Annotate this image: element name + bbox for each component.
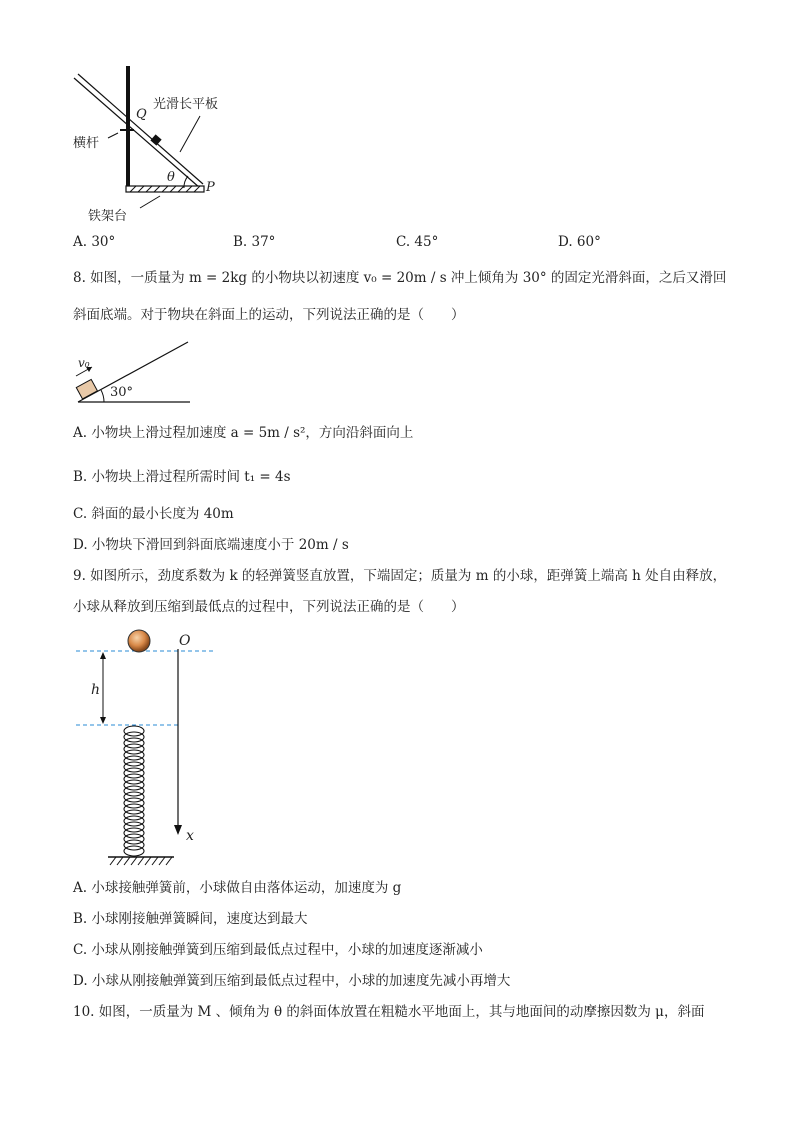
q9-stem-line1: 9. 如图所示，劲度系数为 k 的轻弹簧竖直放置，下端固定；质量为 m 的小球，距弹簧上端高 h 处自由释放，: [73, 568, 727, 584]
q7-option-a: A. 30°: [73, 234, 116, 250]
q8-stem-line2: 斜面底端。对于物块在斜面上的运动，下列说法正确的是（ ）: [73, 307, 465, 323]
figure-spring: [70, 625, 230, 870]
label-x: x: [186, 828, 194, 844]
q9-option-d: D. 小球从刚接触弹簧到压缩到最低点过程中，小球的加速度先减小再增大: [73, 973, 511, 989]
q9-option-c: C. 小球从刚接触弹簧到压缩到最低点过程中，小球的加速度逐渐减小: [73, 942, 483, 958]
label-v0: v₀: [78, 356, 90, 370]
label-board: 光滑长平板: [153, 97, 219, 112]
label-incline-angle: 30°: [110, 385, 134, 400]
label-stand: 铁架台: [88, 209, 128, 224]
q10-stem-line1: 10. 如图，一质量为 M 、倾角为 θ 的斜面体放置在粗糙水平地面上，其与地面间的动摩擦因数为 μ，斜面: [73, 1004, 705, 1020]
q9-option-b: B. 小球刚接触弹簧瞬间，速度达到最大: [73, 911, 308, 927]
q7-option-c: C. 45°: [396, 234, 439, 250]
label-P: P: [206, 180, 215, 195]
q8-option-d: D. 小物块下滑回到斜面底端速度小于 20m / s: [73, 537, 349, 553]
label-theta: θ: [167, 170, 175, 185]
q7-option-d: D. 60°: [558, 234, 601, 250]
label-crossbar: 横杆: [73, 136, 100, 151]
q9-stem-line2: 小球从释放到压缩到最低点的过程中，下列说法正确的是（ ）: [73, 599, 465, 615]
q8-option-c: C. 斜面的最小长度为 40m: [73, 506, 234, 522]
q7-option-b: B. 37°: [233, 234, 276, 250]
label-Q: Q: [136, 107, 147, 122]
label-h: h: [91, 682, 101, 698]
q9-option-a: A. 小球接触弹簧前，小球做自由落体运动，加速度为 g: [73, 880, 402, 896]
q8-option-b: B. 小物块上滑过程所需时间 t₁ = 4s: [73, 469, 291, 485]
q8-option-a: A. 小物块上滑过程加速度 a = 5m / s²，方向沿斜面向上: [73, 425, 414, 441]
figure-incline: [72, 340, 202, 406]
label-O: O: [179, 633, 191, 649]
q8-stem-line1: 8. 如图，一质量为 m = 2kg 的小物块以初速度 v₀ = 20m / s 冲上倾角为 30° 的固定光滑斜面，之后又滑回: [73, 270, 727, 286]
